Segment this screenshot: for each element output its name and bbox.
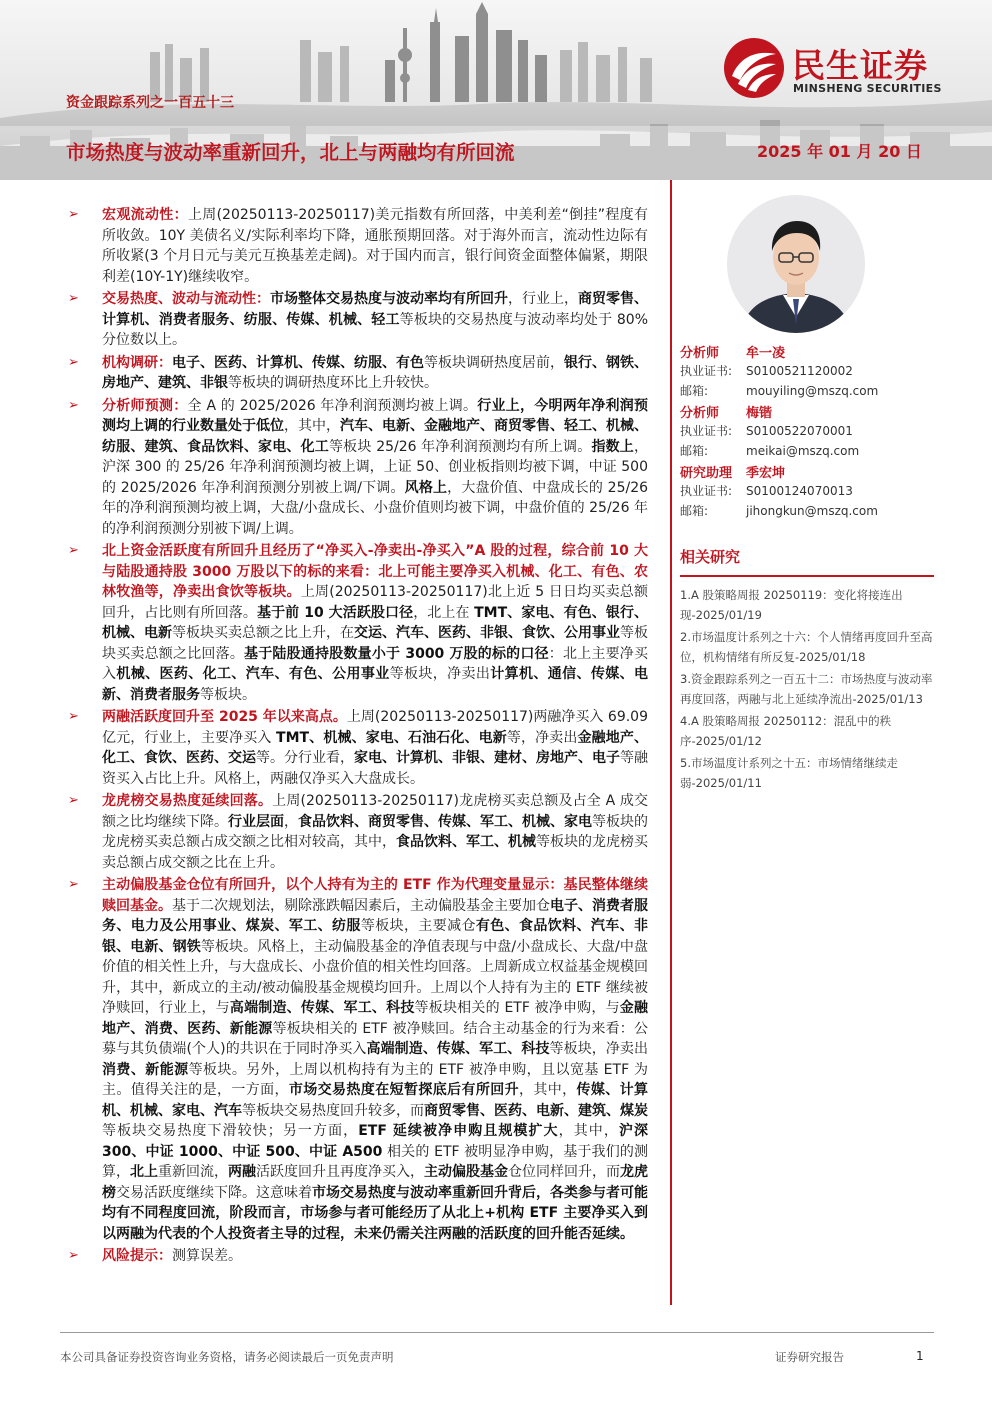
bullet-institution-research xyxy=(66,353,648,394)
series-title: 资金跟踪系列之一百五十三 xyxy=(66,95,234,111)
related-research-heading: 相关研究 xyxy=(680,546,934,577)
bullet-active-funds xyxy=(66,875,648,1244)
email-label: 邮箱: xyxy=(680,384,709,398)
arrow-bullet-icon: ➢ xyxy=(68,1248,79,1263)
bullet-text: 上周(20250113-20250117)两融净买入 69.09 亿元，行业上，主要净买入 xyxy=(102,709,648,746)
bullet-text: 北上 xyxy=(130,1164,158,1180)
arrow-bullet-icon: ➢ xyxy=(68,397,79,413)
bullet-heading: 龙虎榜交易热度延续回落。 xyxy=(102,793,273,809)
header-banner xyxy=(0,0,992,180)
analyst-name: 牟一凌 xyxy=(746,346,786,361)
bullet-text: 龙虎榜 xyxy=(102,1164,648,1201)
related-research-item[interactable]: 1.A 股策略周报 20250119：变化将接连出现-2025/01/19 xyxy=(680,588,903,622)
bullet-text: 等板块交易热度下滑较快；另一方面， xyxy=(102,1123,359,1139)
bullet-heading: 宏观流动性： xyxy=(102,207,188,223)
bullet-text: 交易活跃度继续下降。这意味着 xyxy=(116,1184,312,1201)
bullet-heading: 机构调研： xyxy=(102,354,172,371)
analyst-role: 分析师 xyxy=(680,406,720,421)
analyst-name-row xyxy=(680,462,940,482)
bullet-text: 风格上 xyxy=(404,479,448,496)
analyst-cert-row xyxy=(680,362,940,382)
analyst-email-row xyxy=(680,442,940,462)
bullet-text: 行业上，今明两年净利润预测均上调的行业数量处于低位 xyxy=(102,397,649,434)
bullet-text: ，行业上， xyxy=(508,291,578,307)
bullet-text: 市场整体交易热度与波动率均有所回升 xyxy=(270,291,508,307)
cert-label: 执业证书: xyxy=(680,424,733,438)
related-research-list xyxy=(680,585,934,793)
arrow-bullet-icon: ➢ xyxy=(68,291,79,306)
bullet-text: ，沪深 300 的 25/26 年净利润预测均被上调，上证 50、创业板指则均被下调，中证 500 的 2025/2026 年净利润预测分别被上调/下调。 xyxy=(102,438,648,496)
bullet-text: 计算机、通信、传媒、电新、消费者服务 xyxy=(102,666,649,703)
bullet-text: 金融地产、消费、医药、新能源 xyxy=(102,1000,649,1037)
bullet-text: 等板块买卖总额之比回落。 xyxy=(102,625,648,662)
bullet-text: 银行、钢铁、房地产、建筑、非银 xyxy=(102,354,648,391)
analyst-portrait-image xyxy=(727,195,865,333)
email-link[interactable]: jihongkun@mszq.com xyxy=(746,504,878,518)
bullet-text: TMT、机械、家电、石油石化、电新 xyxy=(276,729,507,746)
bullet-text: 等融资买入占比上升。风格上，两融仅净买入大盘成长。 xyxy=(102,750,648,787)
bullet-text: 金融地产、化工、食饮、医药、交运 xyxy=(102,729,649,766)
bullet-text: 有色、食品饮料、汽车、非银、电新、钢铁 xyxy=(102,918,649,955)
bullet-text: 上周(20250113-20250117)北上近 5 日日均买卖总额回升，占比则有所回落。 xyxy=(102,584,648,621)
bullet-text: 电子、消费者服务、电力及公用事业、煤炭、军工、纺服 xyxy=(102,897,648,934)
cert-number: S0100522070001 xyxy=(746,424,853,438)
bullet-text: 上周(20250113-20250117)龙虎榜买卖总额及占全 A 成交额之比均继续下降。 xyxy=(102,793,648,830)
analyst-role: 分析师 xyxy=(680,346,720,361)
related-research-item[interactable]: 5.市场温度计系列之十五：市场情绪继续走弱-2025/01/11 xyxy=(680,756,898,790)
analyst-photo xyxy=(727,195,865,333)
bullet-text: 等板块。另外，上周以机构持有为主的 ETF 被净申购，且以宽基 ETF 为主。值得关注的是，一方面， xyxy=(102,1061,649,1098)
bullet-text: 等板块。 xyxy=(200,686,256,703)
bullet-text: 等板块买卖总额之比上升，在 xyxy=(172,625,354,641)
bullet-text: TMT、家电、有色、银行、机械、电新 xyxy=(102,604,649,641)
email-link[interactable]: mouyiling@mszq.com xyxy=(746,384,879,398)
bullet-text: 等板块交易热度回升较多，而 xyxy=(242,1102,424,1119)
bullet-text: 食品饮料、商贸零售、传媒、军工、机械、家电 xyxy=(298,813,592,830)
bullet-text: 消费、新能源 xyxy=(102,1061,189,1078)
bullet-text: ETF 延续被净申购且规模扩大 xyxy=(358,1123,559,1139)
analyst-name-row xyxy=(680,342,940,362)
bullet-heading: 风险提示： xyxy=(102,1248,172,1264)
logo-text-en: MINSHENG SECURITIES xyxy=(793,82,942,95)
report-title: 市场热度与波动率重新回升，北上与两融均有所回流 xyxy=(66,141,515,164)
bullet-text: 基于前 10 大活跃股口径 xyxy=(256,604,414,621)
bullet-text: 行业层面 xyxy=(228,813,284,830)
bullet-northbound xyxy=(66,541,648,705)
logo-emblem-icon xyxy=(722,36,786,100)
bullet-text: ：北上主要净买入 xyxy=(102,645,649,682)
bullet-text: 等。分行业看， xyxy=(256,750,354,766)
cert-number: S0100124070013 xyxy=(746,484,853,498)
bullet-text: 等板块的龙虎榜买卖总额占成交额之比相对较高，其中， xyxy=(102,813,648,850)
analyst-cert-row xyxy=(680,482,940,502)
bullet-text: 等，净卖出 xyxy=(506,729,578,746)
bullet-text: 电子、医药、计算机、传媒、纺服、有色 xyxy=(172,354,424,371)
page-number: 1 xyxy=(916,1349,924,1363)
analyst-email-row xyxy=(680,382,940,402)
bullet-trading-heat xyxy=(66,289,648,351)
bullet-text: 上周(20250113-20250117)美元指数有所回落，中美利差“倒挂”程度有所收敛。10Y 美债名义/实际利率均下降，通胀预期回落。对于海外而言，流动性边际有所收紧(3 个月日元与美元互换基差走阔)。对于国内而言，银行间资金面整体偏紧，期限利差(10Y-1Y)继续收窄。 xyxy=(102,207,649,285)
email-link[interactable]: meikai@mszq.com xyxy=(746,444,860,458)
bullet-text: 等板块 25/26 年净利润预测均有所上调。 xyxy=(329,438,592,455)
bullet-text: 沪深 300、中证 1000、中证 500、中证 A500 xyxy=(102,1123,649,1160)
bullet-text: 等板块相关的 ETF 被净申购，与 xyxy=(414,1000,620,1016)
bullet-text: 商贸零售、医药、电新、建筑、煤炭 xyxy=(424,1102,648,1119)
bullet-text: 家电、计算机、非银、建材、房地产、电子 xyxy=(354,750,620,766)
related-research-item[interactable]: 2.市场温度计系列之十六：个人情绪再度回升至高位，机构情绪有所反复-2025/01/18 xyxy=(680,630,933,664)
bullet-risk-warning xyxy=(66,1246,648,1267)
bullet-text: 汽车、电新、金融地产、商贸零售、轻工、机械、纺服、建筑、食品饮料、家电、化工 xyxy=(102,418,648,455)
analyst-name: 季宏坤 xyxy=(746,466,786,481)
logo-text-cn: 民生证券 xyxy=(792,46,928,85)
analyst-name: 梅锴 xyxy=(746,406,773,421)
bullet-text: 等板块相关的 ETF 被净赎回。结合主动基金的行为来看：公募与其负债端(个人)的共识在于同时净买入 xyxy=(102,1020,648,1057)
bullet-macro-liquidity xyxy=(66,205,648,287)
bullet-text: 高端制造、传媒、军工、科技 xyxy=(229,1000,415,1016)
bullet-text: 等板块，净卖出 xyxy=(389,666,491,682)
email-label: 邮箱: xyxy=(680,504,709,518)
bullet-text: 全 A 的 2025/2026 年净利润预测均被上调。 xyxy=(187,397,478,414)
related-research xyxy=(680,546,934,795)
bullet-text: 活跃度回升且再度净买入， xyxy=(256,1164,424,1180)
bullet-heading: 主动偏股基金仓位有所回升，以个人持有为主的 ETF 作为代理变量显示：基民整体继续赎回基金。 xyxy=(102,877,648,914)
cert-number: S0100521120002 xyxy=(746,364,853,378)
bullet-margin-trading xyxy=(66,707,648,789)
analyst-role: 研究助理 xyxy=(680,466,733,481)
bullet-text: 相关的 ETF 被明显净申购，基于我们的测算， xyxy=(102,1143,649,1180)
cert-label: 执业证书: xyxy=(680,364,733,378)
bullet-text: 市场交易热度与波动率重新回升背后，各类参与者可能均有不同程度回流，阶段而言，市场参与者可能经历了从北上+机构 ETF 主要净买入到以两融为代表的个人投资者主导的过程，未来仍需关注两融的活跃度的回升能否延续。 xyxy=(102,1184,648,1242)
bullet-text: 商贸零售、计算机、消费者服务、纺服、传媒、机械、轻工 xyxy=(102,291,648,328)
arrow-bullet-icon: ➢ xyxy=(68,709,79,724)
column-divider xyxy=(670,180,672,1305)
bullet-heading: 交易热度、波动与流动性： xyxy=(102,291,270,307)
bullet-text: 测算误差。 xyxy=(172,1248,242,1264)
bullet-heading: 分析师预测： xyxy=(102,397,188,414)
footer-divider xyxy=(60,1332,934,1333)
analyst-cert-row xyxy=(680,422,940,442)
analyst-name-row xyxy=(680,402,940,422)
bullet-text: ，北上在 xyxy=(413,604,475,621)
bullet-text: ，其中， xyxy=(558,1123,619,1139)
bullet-text: 交运、汽车、医药、非银、食饮、公用事业 xyxy=(354,625,620,641)
bullet-text: 机械、医药、化工、汽车、有色、公用事业 xyxy=(116,666,390,682)
footer-disclaimer: 本公司具备证券投资咨询业务资格，请务必阅读最后一页免责声明 xyxy=(60,1350,394,1364)
bullet-text: 传媒、计算机、机械、家电、汽车 xyxy=(102,1082,649,1119)
bullet-dragon-tiger-list xyxy=(66,791,648,873)
report-date: 2025 年 01 月 20 日 xyxy=(757,142,922,161)
bullet-text: 基于二次规划法，剔除涨跌幅因素后，主动偏股基金主要加仓 xyxy=(172,897,550,914)
bullet-text: 等板块，净卖出 xyxy=(549,1041,649,1057)
footer-report-type: 证券研究报告 xyxy=(775,1350,844,1364)
bullet-text: 高端制造、传媒、军工、科技 xyxy=(366,1041,550,1057)
cert-label: 执业证书: xyxy=(680,484,733,498)
summary-bullets xyxy=(66,205,648,1267)
bullet-text: 食品饮料、军工、机械 xyxy=(396,834,536,850)
bullet-text: 市场交易热度在短暂探底后有所回升 xyxy=(288,1082,519,1098)
bullet-heading: 北上资金活跃度有所回升且经历了“净买入-净卖出-净买入”A 股的过程，综合前 10 大与陆股通持股 3000 万股以下的标的来看：北上可能主要净买入机械、化工、有色、农林牧渔等，净卖出食饮等板块。 xyxy=(102,543,648,600)
bullet-text: ，大盘价值、中盘成长的 25/26 年的净利润预测均被上调，大盘/小盘成长、小盘价值则均被下调，中盘价值的 25/26 年的净利润预测分别被下调/上调。 xyxy=(102,479,649,537)
arrow-bullet-icon: ➢ xyxy=(68,543,79,558)
bullet-text: 仓位同样回升，而 xyxy=(508,1164,620,1180)
bullet-text: 重新回流， xyxy=(158,1164,228,1180)
arrow-bullet-icon: ➢ xyxy=(68,354,79,370)
analyst-email-row xyxy=(680,502,940,522)
bullet-text: 等板块的龙虎榜买卖总额占成交额之比在上升。 xyxy=(102,834,648,871)
arrow-bullet-icon: ➢ xyxy=(68,793,79,808)
bullet-text: ，其中， xyxy=(518,1082,577,1098)
related-research-item[interactable]: 4.A 股策略周报 20250112：混乱中的秩序-2025/01/12 xyxy=(680,714,892,748)
bullet-text: ，其中， xyxy=(284,418,340,434)
analyst-block xyxy=(680,342,940,522)
bullet-text: 两融 xyxy=(228,1164,256,1180)
bullet-text: 主动偏股基金 xyxy=(424,1164,508,1180)
bullet-text: 基于陆股通持股数量小于 3000 万股的标的口径 xyxy=(244,645,549,662)
bullet-text: ， xyxy=(284,813,298,830)
bullet-text: 等板块，主要减仓 xyxy=(360,918,476,934)
email-label: 邮箱: xyxy=(680,444,709,458)
company-logo xyxy=(722,36,962,102)
bullet-text: 等板块的调研热度环比上升较快。 xyxy=(228,375,438,391)
bullet-heading: 两融活跃度回升至 2025 年以来高点。 xyxy=(102,709,347,725)
bullet-text: 等板块。风格上，主动偏股基金的净值表现与中盘/小盘成长、大盘/中盘价值的相关性上升，与大盘成长、小盘价值的相关性均回落。上周新成立权益基金规模回升，其中，新成立的主动/被动偏股基金规模均回升。上周以个人持有为主的 ETF 继续被净赎回，行业上，与 xyxy=(102,938,649,1016)
arrow-bullet-icon: ➢ xyxy=(68,877,79,892)
bullet-text: 指数上 xyxy=(591,438,634,455)
related-research-item[interactable]: 3.资金跟踪系列之一百五十二：市场热度与波动率再度回落，两融与北上延续净流出-2025/01/13 xyxy=(680,672,933,706)
bullet-text: 等板块的交易热度与波动率均处于 80%分位数以上。 xyxy=(102,311,648,348)
bullet-analyst-forecast xyxy=(66,396,648,540)
arrow-bullet-icon: ➢ xyxy=(68,207,79,222)
bullet-text: 等板块调研热度居前， xyxy=(424,354,564,371)
